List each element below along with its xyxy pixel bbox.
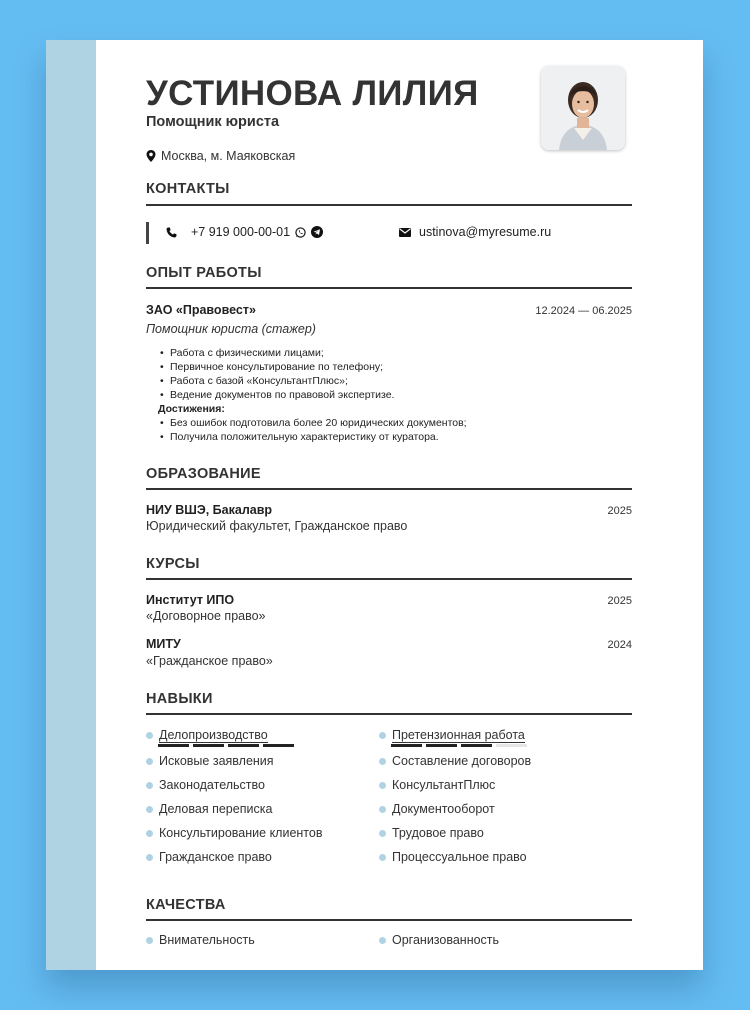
course-name: «Договорное право» — [146, 609, 266, 623]
skill-level-segment — [158, 744, 189, 747]
job-title: Помощник юриста — [146, 114, 280, 130]
email-contact[interactable] — [399, 225, 551, 239]
course-header — [146, 593, 632, 607]
company-name: ЗАО «Правовест» — [146, 303, 256, 317]
skill-level-segment — [193, 744, 224, 747]
skill-item — [146, 826, 322, 840]
phone-number: +7 919 000-00-01 — [191, 225, 291, 239]
contact-marker — [146, 222, 149, 244]
skill-item — [379, 754, 531, 768]
envelope-icon — [399, 228, 411, 237]
course-header — [146, 637, 632, 651]
course-year: 2024 — [607, 639, 632, 651]
skill-name: Процессуальное право — [392, 850, 527, 864]
education-title: ОБРАЗОВАНИЕ — [146, 466, 261, 482]
location-text: Москва, м. Маяковская — [161, 149, 296, 163]
course-name: «Гражданское право» — [146, 654, 273, 668]
skill-item — [146, 850, 272, 864]
skill-name: Законодательство — [159, 778, 265, 792]
skill-name: Претензионная работа — [392, 728, 525, 742]
education-institution: НИУ ВШЭ, Бакалавр — [146, 503, 273, 517]
skills-title: НАВЫКИ — [146, 691, 213, 707]
skill-name: Составление договоров — [392, 754, 532, 768]
skill-name: Консультирование клиентов — [159, 826, 323, 840]
achievements-label: Достижения: — [158, 403, 225, 415]
skill-item — [379, 826, 484, 840]
bullet-dot — [379, 732, 386, 739]
bullet-dot — [379, 782, 386, 789]
telegram-icon[interactable] — [311, 226, 323, 238]
bullet-dot — [146, 758, 153, 765]
bullet-dot — [146, 806, 153, 813]
quality-name: Организованность — [392, 933, 500, 947]
resume-page — [46, 40, 703, 970]
skills-divider — [146, 713, 632, 715]
skill-item — [146, 802, 272, 816]
bullet-dot — [379, 830, 386, 837]
bullet-dot — [146, 830, 153, 837]
bullet-dot — [146, 937, 153, 944]
duty-item: • Ведение документов по правовой экспертизе. — [158, 388, 467, 402]
achievement-item: • Без ошибок подготовила более 20 юридических документов; — [158, 416, 467, 430]
contacts-title: КОНТАКТЫ — [146, 181, 230, 197]
duties-list — [158, 346, 467, 444]
education-details: Юридический факультет, Гражданское право — [146, 519, 408, 533]
bullet-dot — [379, 854, 386, 861]
contacts-row — [146, 222, 632, 244]
skill-level — [158, 744, 294, 747]
courses-divider — [146, 578, 632, 580]
quality-item — [146, 933, 255, 947]
course-org: Институт ИПО — [146, 593, 235, 607]
skill-item — [146, 754, 274, 768]
skill-level-segment — [263, 744, 294, 747]
location-pin-icon — [146, 150, 156, 162]
achievement-item: • Получила положительную характеристику от куратора. — [158, 430, 467, 444]
candidate-name: УСТИНОВА ЛИЛИЯ — [146, 74, 479, 113]
skill-name: Трудовое право — [392, 826, 484, 840]
phone-icon — [166, 227, 177, 238]
skill-item — [379, 802, 495, 816]
experience-header — [146, 303, 632, 317]
course-year: 2025 — [607, 595, 632, 607]
skill-item — [379, 728, 525, 743]
skill-name: Документооборот — [392, 802, 495, 816]
profile-photo — [541, 66, 625, 150]
side-accent-strip — [46, 40, 96, 970]
quality-name: Внимательность — [159, 933, 255, 947]
skill-level-segment — [391, 744, 422, 747]
qualities-divider — [146, 919, 632, 921]
skill-item — [146, 728, 268, 743]
experience-position: Помощник юриста (стажер) — [146, 322, 316, 336]
duty-item: • Работа с базой «КонсультантПлюс»; — [158, 374, 467, 388]
skill-name: Гражданское право — [159, 850, 272, 864]
bullet-dot — [379, 758, 386, 765]
skill-item — [146, 778, 265, 792]
qualities-title: КАЧЕСТВА — [146, 897, 226, 913]
bullet-dot — [146, 782, 153, 789]
bullet-dot — [146, 854, 153, 861]
contacts-divider — [146, 204, 632, 206]
bullet-dot — [379, 937, 386, 944]
skill-name: Делопроизводство — [159, 728, 268, 742]
education-header — [146, 503, 632, 517]
skill-level — [391, 744, 527, 747]
skill-level-segment — [461, 744, 492, 747]
education-year: 2025 — [607, 505, 632, 517]
skill-name: Деловая переписка — [159, 802, 273, 816]
skill-name: КонсультантПлюс — [392, 778, 496, 792]
phone-contact[interactable] — [166, 225, 323, 239]
courses-title: КУРСЫ — [146, 556, 200, 572]
bullet-dot — [146, 732, 153, 739]
email-address: ustinova@myresume.ru — [419, 225, 552, 239]
skill-item — [379, 850, 527, 864]
whatsapp-icon[interactable] — [295, 227, 306, 238]
bullet-dot — [379, 806, 386, 813]
skill-level-segment — [496, 744, 527, 747]
course-org: МИТУ — [146, 637, 181, 651]
experience-dates: 12.2024 — 06.2025 — [535, 305, 632, 317]
education-divider — [146, 488, 632, 490]
quality-item — [379, 933, 499, 947]
skill-item — [379, 778, 495, 792]
duty-item: • Первичное консультирование по телефону; — [158, 360, 467, 374]
experience-divider — [146, 287, 632, 289]
skill-level-segment — [228, 744, 259, 747]
location — [146, 149, 295, 163]
experience-title: ОПЫТ РАБОТЫ — [146, 265, 262, 281]
skill-level-segment — [426, 744, 457, 747]
duty-item: • Работа с физическими лицами; — [158, 346, 467, 360]
skill-name: Исковые заявления — [159, 754, 274, 768]
